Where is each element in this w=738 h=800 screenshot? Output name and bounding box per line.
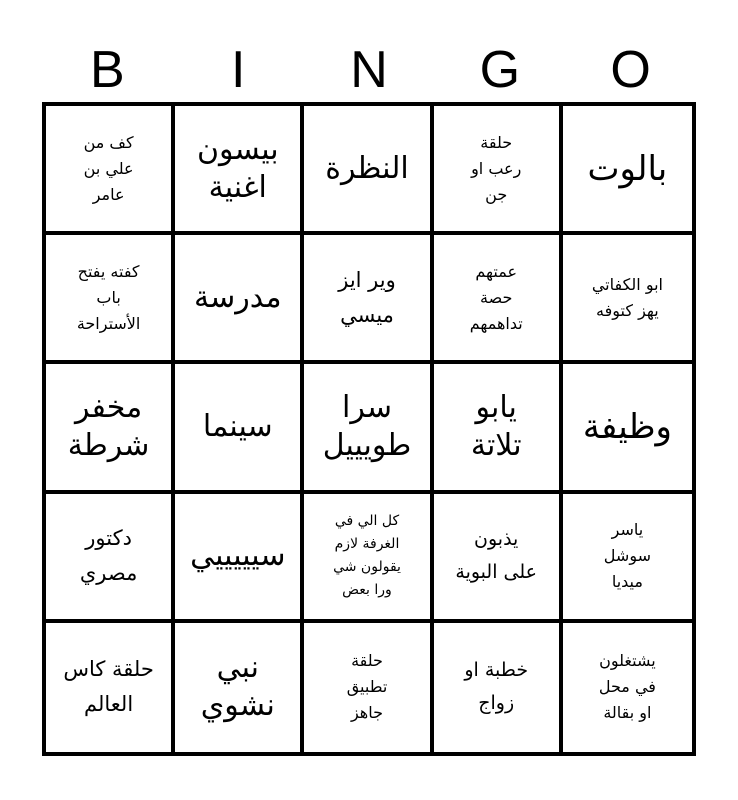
bingo-cell[interactable]: ابو الكفاتي يهز كتوفه (563, 235, 692, 364)
bingo-cell[interactable]: كف من علي بن عامر (46, 106, 175, 235)
bingo-cell[interactable]: سيييييي (175, 494, 304, 623)
bingo-cell[interactable]: كفته يفتح باب الأستراحة (46, 235, 175, 364)
bingo-cell[interactable]: بيسون اغنية (175, 106, 304, 235)
header-letter-b: B (90, 41, 125, 99)
bingo-cell[interactable]: يابو تلاتة (434, 364, 563, 493)
bingo-cell[interactable]: سرا طويييل (304, 364, 433, 493)
bingo-cell[interactable]: دكتور مصري (46, 494, 175, 623)
bingo-cell[interactable]: حلقة كاس العالم (46, 623, 175, 752)
bingo-cell[interactable]: حلقة تطبيق جاهز (304, 623, 433, 752)
bingo-cell[interactable]: عمتهم حصة تداهمهم (434, 235, 563, 364)
header-letter-g: G (479, 41, 521, 99)
header-letter-n: N (350, 41, 388, 99)
bingo-cell[interactable]: بالوت (563, 106, 692, 235)
bingo-cell[interactable]: ياسر سوشل ميديا (563, 494, 692, 623)
bingo-cell[interactable]: سينما (175, 364, 304, 493)
bingo-cell[interactable]: نبي نشوي (175, 623, 304, 752)
bingo-cell[interactable]: يذبون على البوية (434, 494, 563, 623)
header-letter-o: O (610, 41, 651, 99)
bingo-cell[interactable]: وير ايز ميسي (304, 235, 433, 364)
bingo-cell[interactable]: وظيفة (563, 364, 692, 493)
bingo-cell[interactable]: يشتغلون في محل او بقالة (598, 651, 656, 723)
bingo-cell[interactable]: مدرسة (175, 235, 304, 364)
bingo-grid (42, 102, 696, 756)
bingo-cell[interactable]: كل الي في الغرفة لازم يقولون شي ورا بعض (304, 494, 433, 623)
bingo-cell[interactable]: النظرة (304, 106, 433, 235)
bingo-header (42, 38, 696, 102)
header-letter-i: I (230, 41, 246, 99)
bingo-cell[interactable]: حلقة رعب او جن (434, 106, 563, 235)
bingo-cell[interactable]: خطبة او زواج (434, 623, 563, 752)
bingo-cell[interactable]: مخفر شرطة (46, 364, 175, 493)
